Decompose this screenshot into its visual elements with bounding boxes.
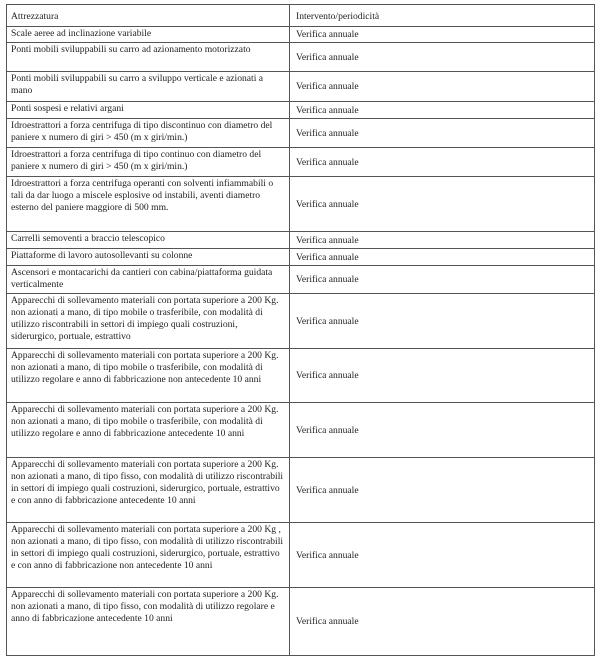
table-body [7,5,595,656]
intervention-cell: Verifica annuale [290,294,595,349]
table-row [7,403,595,458]
table-row [7,266,595,294]
intervention-cell: Verifica annuale [290,177,595,232]
table-row [7,177,595,232]
intervention-cell: Verifica annuale [290,148,595,177]
table-row [7,523,595,588]
table-row [7,458,595,523]
table-row [7,119,595,148]
equipment-cell: Ponti sospesi e relativi argani [7,102,290,119]
equipment-cell: Apparecchi di sollevamento materiali con portata superiore a 200 Kg. non azionati a mano, di tipo mobile o trasferibile, con modalità di utilizzo regolare e anno di fabbricazione non antecedente 10 anni [7,349,290,403]
equipment-cell: Idroestrattori a forza centrifuga di tipo continuo con diametro del paniere x numero di giri > 450 (m x giri/min.) [7,148,290,177]
verification-table [6,4,595,656]
table-row [7,249,595,266]
equipment-cell: Apparecchi di sollevamento materiali con portata superiore a 200 Kg. non azionati a mano, di tipo fisso, con modalità di utilizzo regolare e anno di fabbricazione antecedente 10 anni [7,588,290,656]
equipment-cell: Piattaforme di lavoro autosollevanti su colonne [7,249,290,266]
intervention-cell: Verifica annuale [290,349,595,403]
intervention-cell: Verifica annuale [290,523,595,588]
intervention-cell: Verifica annuale [290,119,595,148]
intervention-cell: Verifica annuale [290,249,595,266]
equipment-cell: Apparecchi di sollevamento materiali con portata superiore a 200 Kg. non azionati a mano, di tipo fisso, con modalità di utilizzo riscontrabili in settori di impiego quali costruzioni, siderurgico, portuale, estrattivo e con anno di fabbricazione antecedente 10 anni [7,458,290,523]
intervention-cell: Verifica annuale [290,403,595,458]
table-row [7,27,595,43]
header-equipment: Attrezzatura [7,5,290,27]
table-row [7,588,595,656]
table-header-row [7,5,595,27]
intervention-cell: Verifica annuale [290,27,595,43]
equipment-cell: Apparecchi di sollevamento materiali con portata superiore a 200 Kg. non azionati a mano, di tipo mobile o trasferibile, con modalità di utilizzo riscontrabili in settori di impiego quali costruzioni, siderurgico, portuale, estrattivo [7,294,290,349]
equipment-cell: Apparecchi di sollevamento materiali con portata superiore a 200 Kg , non azionati a mano, di tipo fisso, con modalità di utilizzo riscontrabili in settori di impiego quali costruzioni, siderurgico, portuale, estrattivo e con anno di fabbricazione non antecedente 10 anni [7,523,290,588]
table-row [7,232,595,249]
equipment-cell: Carrelli semoventi a braccio telescopico [7,232,290,249]
header-intervention: Intervento/periodicità [290,5,595,27]
equipment-cell: Scale aeree ad inclinazione variabile [7,27,290,43]
intervention-cell: Verifica annuale [290,102,595,119]
equipment-cell: Idroestrattori a forza centrifuga di tipo discontinuo con diametro del paniere x numero di giri > 450 (m x giri/min.) [7,119,290,148]
table-row [7,102,595,119]
equipment-cell: Ponti mobili sviluppabili su carro ad azionamento motorizzato [7,43,290,72]
table-row [7,72,595,102]
intervention-cell: Verifica annuale [290,266,595,294]
equipment-cell: Apparecchi di sollevamento materiali con portata superiore a 200 Kg. non azionati a mano, di tipo mobile o trasferibile, con modalità di utilizzo regolare e anno di fabbricazione antecedente 10 anni [7,403,290,458]
intervention-cell: Verifica annuale [290,43,595,72]
table-row [7,43,595,72]
table-row [7,294,595,349]
equipment-cell: Ascensori e montacarichi da cantieri con cabina/piattaforma guidata verticalmente [7,266,290,294]
table-row [7,349,595,403]
equipment-cell: Idroestrattori a forza centrifuga operanti con solventi infiammabili o tali da dar luogo a miscele esplosive od instabili, aventi diametro esterno del paniere maggiore di 500 mm. [7,177,290,232]
table-row [7,148,595,177]
intervention-cell: Verifica annuale [290,72,595,102]
intervention-cell: Verifica annuale [290,232,595,249]
equipment-cell: Ponti mobili sviluppabili su carro a sviluppo verticale e azionati a mano [7,72,290,102]
intervention-cell: Verifica annuale [290,588,595,656]
intervention-cell: Verifica annuale [290,458,595,523]
